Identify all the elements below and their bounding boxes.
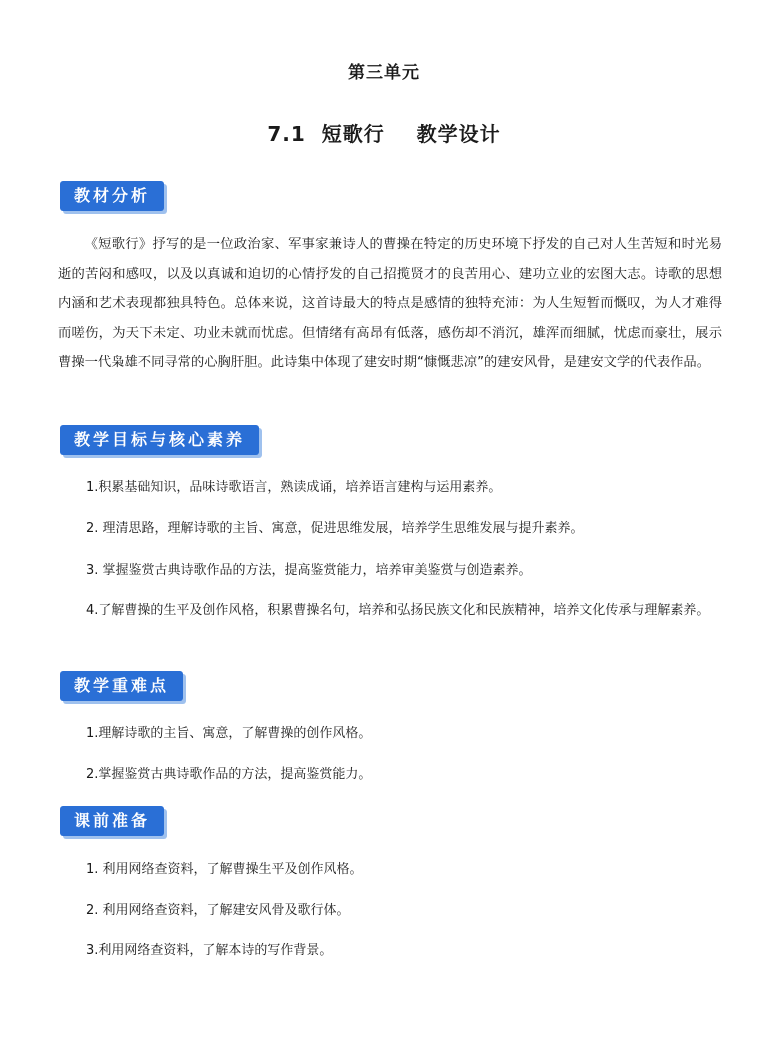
lesson-title: 7.1 短歌行 教学设计	[267, 122, 501, 146]
key-point-item-1: 1.理解诗歌的主旨、寓意，了解曹操的创作风格。	[86, 726, 372, 741]
analysis-paragraph: 《短歌行》抒写的是一位政治家、军事家兼诗人的曹操在特定的历史环境下抒发的自己对人生苦短和时光易逝的苦闷和感叹，以及以真诚和迫切的心情抒发的自己招揽贤才的良苦用心、建功立业的宏图大志。诗歌的思想内涵和艺术表现都独具特色。总体来说，这首诗最大的特点是感情的独特充沛：为人生短暂而慨叹，为人才难得而嗟伤，为天下未定、功业未就而忧虑。但情绪有高昂有低落，感伤却不消沉，雄浑而细腻，忧虑而豪壮，展示曹操一代枭雄不同寻常的心胸肝胆。此诗集中体现了建安时期“慷慨悲凉”的建安风骨，是建安文学的代表作品。	[58, 237, 722, 370]
section-badge-preparation: 课前准备	[60, 806, 164, 836]
section-badge-analysis: 教材分析	[60, 181, 164, 211]
goal-item-1: 1.积累基础知识，品味诗歌语言，熟读成诵，培养语言建构与运用素养。	[86, 480, 502, 495]
preparation-item-1: 1. 利用网络查资料，了解曹操生平及创作风格。	[86, 862, 363, 877]
goal-item-2: 2. 理清思路，理解诗歌的主旨、寓意，促进思维发展，培养学生思维发展与提升素养。	[86, 521, 584, 536]
preparation-item-2: 2. 利用网络查资料，了解建安风骨及歌行体。	[86, 903, 350, 918]
section-badge-key-points: 教学重难点	[60, 671, 183, 701]
goal-item-4: 4.了解曹操的生平及创作风格，积累曹操名句，培养和弘扬民族文化和民族精神，培养文化传承与理解素养。	[86, 603, 710, 618]
preparation-item-3: 3.利用网络查资料，了解本诗的写作背景。	[86, 943, 333, 958]
section-badge-goals: 教学目标与核心素养	[60, 425, 259, 455]
unit-title: 第三单元	[348, 63, 420, 83]
goal-item-3: 3. 掌握鉴赏古典诗歌作品的方法，提高鉴赏能力，培养审美鉴赏与创造素养。	[86, 563, 532, 578]
key-point-item-2: 2.掌握鉴赏古典诗歌作品的方法，提高鉴赏能力。	[86, 767, 372, 782]
